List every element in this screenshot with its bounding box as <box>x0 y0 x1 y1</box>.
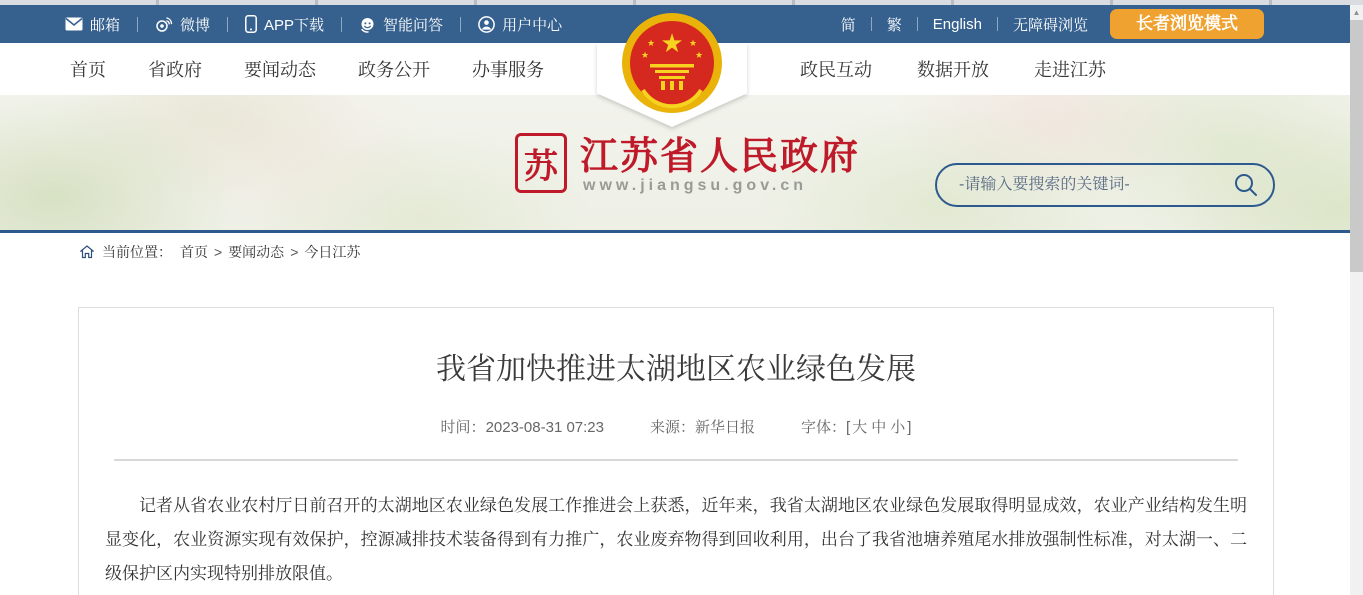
font-size-control <box>801 416 911 437</box>
time-value: 2023-08-31 07:23 <box>485 419 604 436</box>
divider <box>997 17 998 31</box>
font-size-medium[interactable]: 中 <box>871 419 887 436</box>
article-time <box>441 416 604 437</box>
smart-qa-label: 智能问答 <box>383 16 444 34</box>
article-meta <box>79 416 1273 437</box>
search-icon <box>1233 172 1259 198</box>
bracket: ] <box>907 419 912 436</box>
weibo-icon <box>155 16 173 32</box>
source-label: 来源： <box>650 419 696 436</box>
lang-traditional[interactable]: 繁 <box>886 16 902 34</box>
emblem-badge[interactable] <box>597 5 747 135</box>
nav-item-news[interactable]: 要闻动态 <box>244 60 316 80</box>
breadcrumb <box>0 236 1363 268</box>
nav-item-gov-affairs[interactable]: 政务公开 <box>358 60 430 80</box>
divider <box>137 17 138 32</box>
jiangsu-seal-logo[interactable] <box>515 133 567 193</box>
mail-icon <box>65 17 83 31</box>
qa-icon <box>359 16 376 33</box>
national-emblem-icon <box>621 12 723 114</box>
seal-character: 苏 <box>524 147 558 186</box>
search-button[interactable] <box>1233 172 1273 198</box>
site-title[interactable]: 江苏省人民政府 <box>580 136 861 178</box>
breadcrumb-label: 当前位置： <box>102 244 172 260</box>
vertical-scrollbar[interactable] <box>1350 5 1363 595</box>
breadcrumb-link-home[interactable]: 首页 <box>180 244 208 260</box>
mail-link[interactable] <box>65 14 120 35</box>
lang-simplified[interactable]: 简 <box>840 16 856 34</box>
divider <box>341 17 342 32</box>
weibo-label: 微博 <box>180 16 211 34</box>
article-paragraph: 记者从省农业农村厅日前召开的太湖地区农业绿色发展工作推进会上获悉，近年来，我省太湖地区农业绿色发展取得明显成效，农业产业结构发生明显变化，农业资源实现有效保护，控源减排技术装备得到有力推广，农业废弃物得到回收利用，出台了我省池塘养殖尾水排放强制性标准，对太湖一、二级保护区内实现特别排放限值。 <box>105 496 1247 583</box>
breadcrumb-separator: > <box>214 244 223 260</box>
divider <box>227 17 228 32</box>
font-label: 字体： <box>801 419 847 436</box>
user-icon <box>478 16 495 33</box>
nav-left-group <box>70 43 544 95</box>
smart-qa-link[interactable] <box>359 14 443 35</box>
breadcrumb-separator: > <box>290 244 299 260</box>
divider <box>871 17 872 31</box>
accessibility-link[interactable]: 无障碍浏览 <box>1012 16 1088 34</box>
nav-right-group <box>800 43 1106 95</box>
nav-item-about-jiangsu[interactable]: 走进江苏 <box>1034 60 1106 80</box>
nav-item-services[interactable]: 办事服务 <box>472 60 544 80</box>
svg-text:★: ★ <box>646 38 656 48</box>
home-icon <box>80 245 94 259</box>
nav-item-open-data[interactable]: 数据开放 <box>917 60 989 80</box>
page-content <box>0 268 1363 595</box>
divider <box>114 459 1238 461</box>
article-source <box>650 416 755 437</box>
browser-chrome-strip <box>0 0 1363 5</box>
app-download-link[interactable] <box>245 14 324 35</box>
scrollbar-thumb[interactable] <box>1350 20 1363 272</box>
svg-text:★: ★ <box>640 50 650 60</box>
site-search <box>935 163 1275 207</box>
breadcrumb-link-today-jiangsu[interactable]: 今日江苏 <box>304 244 361 260</box>
bracket: [ <box>846 419 851 436</box>
site-url: www.jiangsu.gov.cn <box>583 177 808 194</box>
article-title: 我省加快推进太湖地区农业绿色发展 <box>436 353 916 386</box>
lang-english[interactable]: English <box>932 15 982 33</box>
nav-item-provincial-gov[interactable]: 省政府 <box>148 60 202 80</box>
svg-text:★: ★ <box>688 38 698 48</box>
font-size-small[interactable]: 小 <box>890 419 906 436</box>
nav-item-home[interactable]: 首页 <box>70 60 106 80</box>
search-input[interactable] <box>937 176 1233 194</box>
topbar-left-group <box>0 14 562 35</box>
divider <box>917 17 918 31</box>
breadcrumb-link-news[interactable]: 要闻动态 <box>228 244 285 260</box>
font-size-large[interactable]: 大 <box>852 419 868 436</box>
user-center-label: 用户中心 <box>502 16 563 34</box>
user-center-link[interactable] <box>478 14 562 35</box>
weibo-link[interactable] <box>155 14 210 35</box>
topbar-right-group <box>841 9 1350 39</box>
article-container <box>78 307 1274 595</box>
mail-label: 邮箱 <box>90 16 121 34</box>
elder-mode-button[interactable]: 长者浏览模式 <box>1110 9 1264 39</box>
svg-text:★: ★ <box>660 28 684 58</box>
app-download-label: APP下载 <box>264 16 325 34</box>
svg-text:★: ★ <box>694 50 704 60</box>
nav-item-interaction[interactable]: 政民互动 <box>800 60 872 80</box>
scroll-up-arrow[interactable]: ▲ <box>1352 8 1361 17</box>
time-label: 时间： <box>440 419 486 436</box>
divider <box>460 17 461 32</box>
phone-icon <box>245 15 257 33</box>
source-value: 新华日报 <box>695 419 756 436</box>
